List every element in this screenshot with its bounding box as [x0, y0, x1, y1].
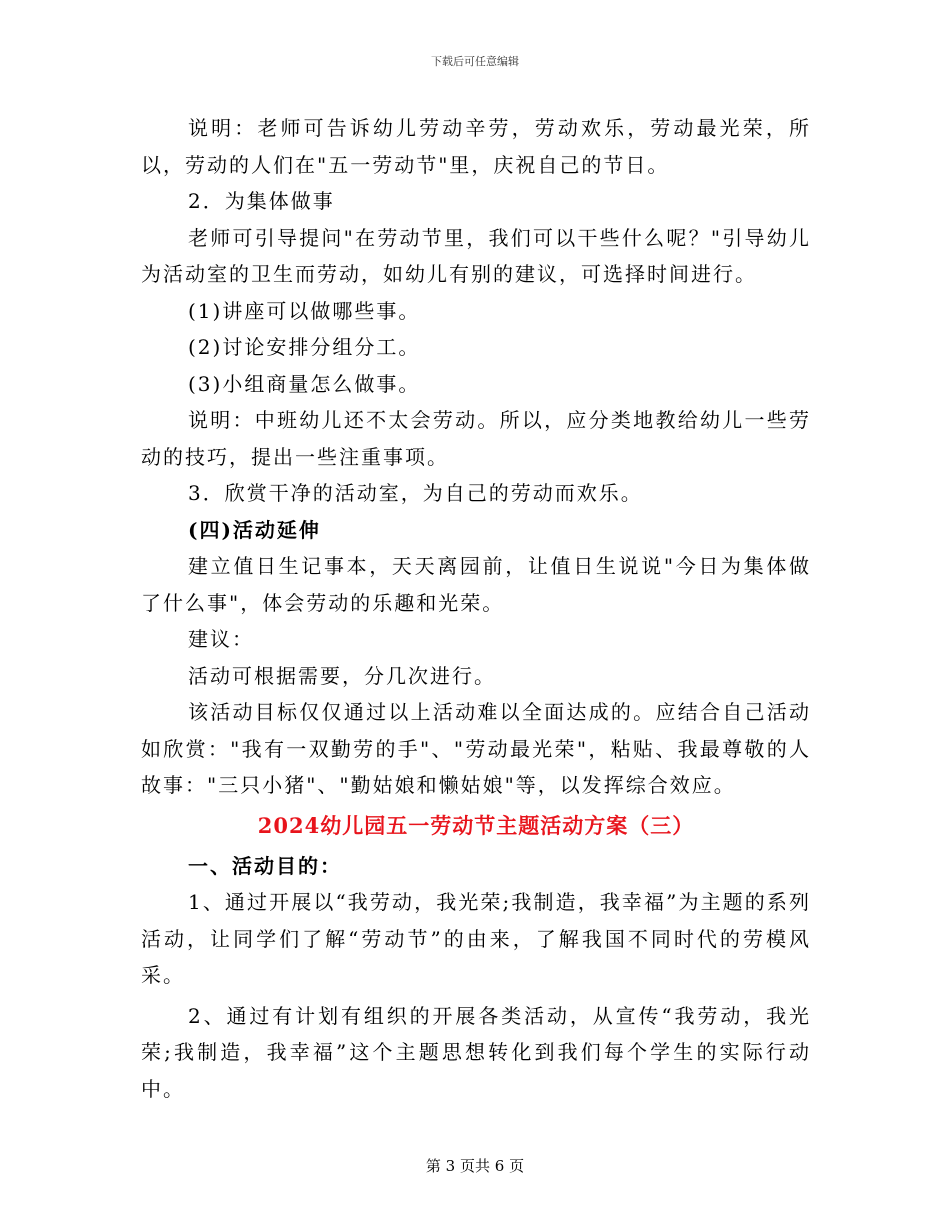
paragraph-goals-note: 该活动目标仅仅通过以上活动难以全面达成的。应结合自己活动如欣赏："我有一双勤劳的手"、"劳动最光荣"，粘贴、我最尊敬的人故事："三只小猪"、"勤姑娘和懒姑娘"等，以发挥综合效应。	[141, 700, 811, 797]
purpose-item-2: 2、通过有计划有组织的开展各类活动，从宣传“我劳动，我光荣;我制造，我幸福”这个主题思想转化到我们每个学生的实际行动中。	[141, 1003, 811, 1101]
section-title: 2024幼儿园五一劳动节主题活动方案（三）	[257, 812, 695, 838]
suggestion-label: 建议：	[188, 627, 254, 651]
paragraph-teacher-guide: 老师可引导提问"在劳动节里，我们可以干些什么呢？"引导幼儿为活动室的卫生而劳动，如幼儿有别的建议，可选择时间进行。	[141, 225, 811, 286]
paragraph-schedule: 活动可根据需要，分几次进行。	[188, 663, 496, 688]
sub-item-2: (2)讨论安排分组分工。	[188, 335, 421, 359]
page-footer: 第 3 页共 6 页	[425, 1157, 525, 1175]
sub-item-3: (3)小组商量怎么做事。	[188, 371, 421, 396]
paragraph-explanation-2: 说明：中班幼儿还不太会劳动。所以，应分类地教给幼儿一些劳动的技巧，提出一些注重事项。	[141, 408, 811, 469]
page-header: 下载后可任意编辑	[431, 55, 519, 68]
purpose-item-1: 1、通过开展以“我劳动，我光荣;我制造，我幸福”为主题的系列活动，让同学们了解“劳动节”的由来，了解我国不同时代的劳模风采。	[141, 890, 811, 987]
paragraph-explanation-1: 说明：老师可告诉幼儿劳动辛劳，劳动欢乐，劳动最光荣，所以，劳动的人们在"五一劳动节"里，庆祝自己的节日。	[141, 116, 811, 177]
item-3: 3．欣赏干净的活动室，为自己的劳动而欢乐。	[188, 481, 643, 505]
section-heading-extension: (四)活动延伸	[188, 517, 321, 542]
item-2-heading: 2．为集体做事	[188, 189, 335, 213]
document-body	[141, 110, 811, 1107]
paragraph-duty-notebook: 建立值日生记事本，天天离园前，让值日生说说"今日为集体做了什么事"，体会劳动的乐趣和光荣。	[141, 554, 811, 615]
sub-item-1: (1)讲座可以做哪些事。	[188, 298, 421, 323]
activity-purpose-heading: 一、活动目的：	[188, 853, 342, 878]
